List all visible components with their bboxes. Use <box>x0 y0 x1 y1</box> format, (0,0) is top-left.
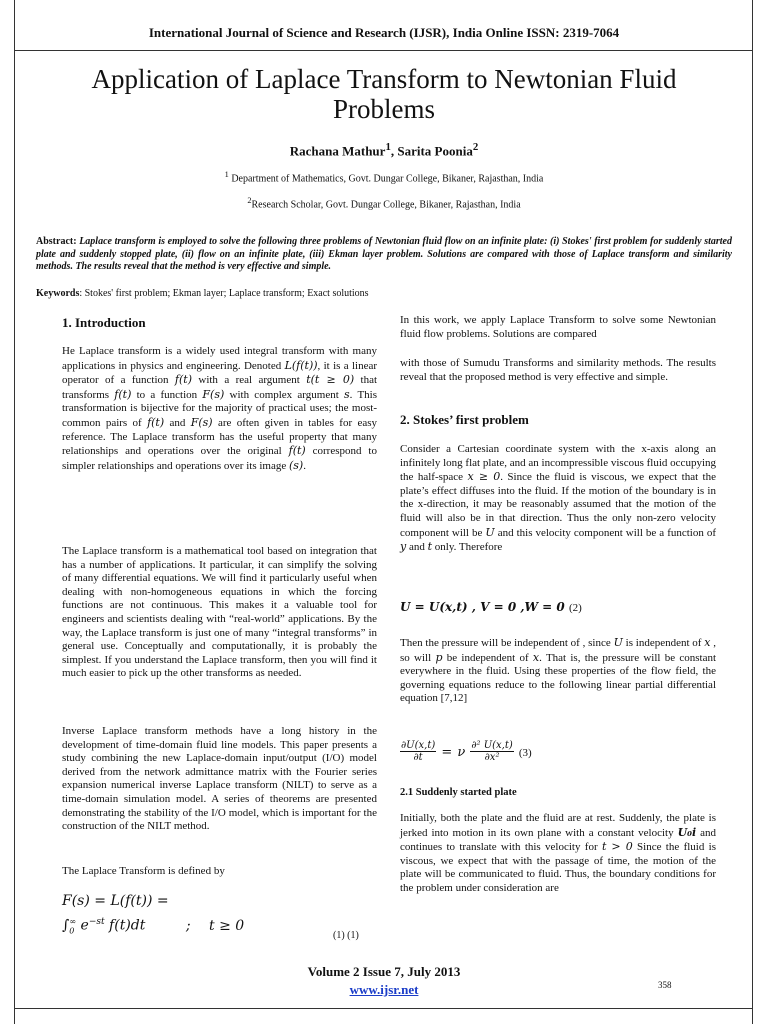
subsection-2-1-heading: 2.1 Suddenly started plate <box>400 787 517 798</box>
math-inline: t <box>427 540 433 554</box>
text-run: only. Therefore <box>434 541 503 554</box>
intro-paragraph-3: Inverse Laplace transform methods have a long history in the development of time-domain fluid line models. This paper presents a study combining the new Laplace-domain input/output (I/O) model derived from the network admittance matrix with the Fourier series expansion numerical inverse Laplace transform (NILT) to serve as a time-domain simulation model. A series of theorems are presented demonstrating the stability of the I/O model, which is important for the construction of the NILT method. <box>62 725 377 833</box>
math-inline: U₀i <box>677 825 697 839</box>
page-frame-bottom <box>14 1008 753 1009</box>
author-2: Sarita Poonia <box>397 143 473 159</box>
affiliation-2 <box>0 196 768 210</box>
math-inline: L(f(t)) <box>284 358 318 372</box>
header-rule <box>14 50 753 51</box>
equation-3-number: (3) <box>518 747 532 759</box>
exp-base: e <box>80 917 89 934</box>
intro-paragraph-2: The Laplace transform is a mathematical tool based on integration that has a number of applications. It particular, it can simplify the solving of many differential equations. We will find it particularly useful when dealing with non-homogeneous equations in which the forcing functions are not continuous. This makes it a valuable tool for engineers and scientists dealing with “real-world” applications. By the way, the Laplace transform is just one of many “integral transforms” in general use. Conceptually and computationally, it is probably the simplest. If you understand the Laplace transform, then you will find it much easier to pick up the other transforms as needed. <box>62 545 377 680</box>
equation-3 <box>400 740 532 763</box>
section-2-heading: 2. Stokes’ first problem <box>400 412 529 427</box>
text-run: that transforms <box>62 374 378 401</box>
equation-1-line-2 <box>62 917 244 935</box>
intro-paragraph-1 <box>62 345 377 473</box>
text-run: with complex argument <box>229 388 339 401</box>
math-inline: f(t) <box>288 444 306 458</box>
math-inline: f(t) <box>174 373 192 387</box>
text-run: . That is, the pressure will be constant everywhere in the fluid. Using these properties of the flow field, the governing equations reduce to the following linear partial differential equation [7,12] <box>400 651 717 705</box>
author-1-sup: 1 <box>385 141 391 153</box>
condition: t ≥ 0 <box>209 917 245 934</box>
math-inline: f(t) <box>114 387 132 401</box>
integral-sign: ∫ <box>62 917 70 934</box>
equation-3-rhs-num: ∂² U(x,t) <box>471 740 513 751</box>
text-run: . This transformation is bijective for the majority of practical uses; the most-common pairs of <box>62 388 377 429</box>
text-run: . <box>303 459 306 472</box>
integrand: f(t)dt <box>109 917 146 934</box>
math-inline: (s) <box>288 458 304 472</box>
math-inline: x <box>532 650 540 664</box>
equation-3-rhs-den: ∂x² <box>484 752 500 763</box>
affiliation-1-sup: 1 <box>224 170 229 179</box>
math-inline: f(t) <box>147 415 165 429</box>
math-inline: U <box>613 636 623 649</box>
integral-upper: ∞ <box>69 917 77 926</box>
stokes-paragraph-2 <box>400 636 716 706</box>
text-run: Since the fluid is viscous, we expect that with the passage of time, the motion of the plate will be communicated to fluid. Thus, the boundary conditions for the problem under consideration are <box>400 841 716 894</box>
equation-3-lhs-den: ∂t <box>413 752 423 763</box>
text-run: be independent of <box>446 651 529 664</box>
affiliation-2-text: Research Scholar, Govt. Dungar College, Bikaner, Rajasthan, India <box>251 199 521 211</box>
page-number: 358 <box>658 980 672 990</box>
keywords-label: Keywords <box>36 288 80 299</box>
abstract <box>36 236 732 274</box>
right-paragraph-0b: with those of Sumudu Transforms and similarity methods. The results reveal that the proposed method is very effective and simple. <box>400 357 716 383</box>
equation-3-equals: = <box>441 745 453 760</box>
stokes-paragraph-1 <box>400 443 716 555</box>
text-run: and continues to translate with this velocity for <box>400 826 717 854</box>
equation-3-lhs-num: ∂U(x,t) <box>401 740 436 751</box>
keywords <box>36 288 732 299</box>
equation-3-rhs <box>470 740 513 763</box>
paper-title: Application of Laplace Transform to Newtonian Fluid Problems <box>91 64 677 124</box>
text-run: Initially, both the plate and the fluid are at rest. Suddenly, the plate is jerked into motion in its own plane with a constant velocity <box>400 812 716 839</box>
exp-power: −st <box>88 917 105 927</box>
equation-3-lhs <box>400 740 436 763</box>
math-inline: F(s) <box>202 387 225 401</box>
author-separator: , <box>390 143 398 159</box>
math-inline: U <box>485 525 495 539</box>
text-run: correspond to simpler relationships and operations over its image <box>62 445 377 472</box>
abstract-label: Abstract: <box>36 236 77 247</box>
text-run: and <box>408 541 425 554</box>
integral-lower: 0 <box>69 926 75 936</box>
text-run: He Laplace transform is a widely used integral transform with many applications in physics and engineering. Denoted <box>62 345 377 372</box>
equation-3-nu: ν <box>457 745 466 760</box>
journal-header: International Journal of Science and Research (IJSR), India Online ISSN: 2319-7064 <box>148 25 620 40</box>
text-run: are often given in tables for easy reference. The Laplace transform has the useful property that many relationships and operations over the original <box>62 416 378 458</box>
text-run: , it is a linear operator of a function <box>62 359 378 387</box>
equation-1-line-1: F(s) = L(f(t)) = <box>62 893 169 909</box>
author-1: Rachana Mathur <box>289 143 386 159</box>
math-inline: x <box>704 636 711 649</box>
math-inline: y <box>400 540 407 554</box>
footer-volume: Volume 2 Issue 7, July 2013 <box>307 964 461 979</box>
text-run: is independent of <box>625 637 702 649</box>
right-paragraph-0a: In this work, we apply Laplace Transform to solve some Newtonian fluid flow problems. Solutions are compared <box>400 314 716 340</box>
intro-paragraph-4: The Laplace Transform is defined by <box>62 865 225 877</box>
section-1-heading: 1. Introduction <box>62 315 146 330</box>
footer-url-link[interactable]: www.ijsr.net <box>349 982 419 997</box>
text-run: with a real argument <box>198 374 300 387</box>
text-run: to a function <box>136 388 198 401</box>
math-inline: F(s) <box>190 415 213 429</box>
affiliation-1 <box>0 170 768 184</box>
started-plate-paragraph <box>400 812 716 896</box>
text-run: . Since the fluid is viscous, we expect that the plate’s effect diffuses into the fluid. If the motion of the boundary is in the x-direction, it may be reasonably assumed that the motion of the fluid will also be in that direction. Thus the only non-zero velocity component will be <box>400 471 716 539</box>
equation-2-number: (2) <box>568 602 582 614</box>
equation-1-number: (1) (1) <box>333 930 359 941</box>
author-2-sup: 2 <box>472 141 479 153</box>
text-run: Then the pressure will be independent of , since <box>400 637 611 649</box>
authors <box>0 141 768 159</box>
equation-2-body: U = U(x,t) , V = 0 ,W = 0 <box>400 600 565 614</box>
math-inline: s <box>344 387 350 401</box>
text-run: , so will <box>400 637 717 664</box>
math-inline: p <box>435 650 443 664</box>
affiliation-2-sup: 2 <box>247 196 252 205</box>
affiliation-1-text: Department of Mathematics, Govt. Dungar College, Bikaner, Rajasthan, India <box>228 173 544 185</box>
text-run: and <box>169 416 186 429</box>
text-run: Consider a Cartesian coordinate system with the x-axis along an infinitely long flat plate, and an incompressible viscous fluid occupying the half-space <box>400 443 716 484</box>
math-inline: t(t ≥ 0) <box>306 373 355 387</box>
math-inline: t > 0 <box>601 840 633 854</box>
text-run: and this velocity component will be a function of <box>497 526 717 539</box>
keywords-text: : Stokes' first problem; Ekman layer; Laplace transform; Exact solutions <box>79 288 369 299</box>
equation-2 <box>400 600 582 614</box>
semicolon: ; <box>185 917 191 934</box>
abstract-text: Laplace transform is employed to solve the following three problems of Newtonian fluid flow on an infinite plate: (i) Stokes' first problem for suddenly started plate and suddenly stopped plate, (ii) flow on an infinite plate, (iii) Ekman layer problem. Solutions are compared with those of Laplace transform and similarity methods. The results reveal that the method is very effective and simple. <box>36 236 732 272</box>
math-inline: x ≥ 0 <box>467 470 501 484</box>
